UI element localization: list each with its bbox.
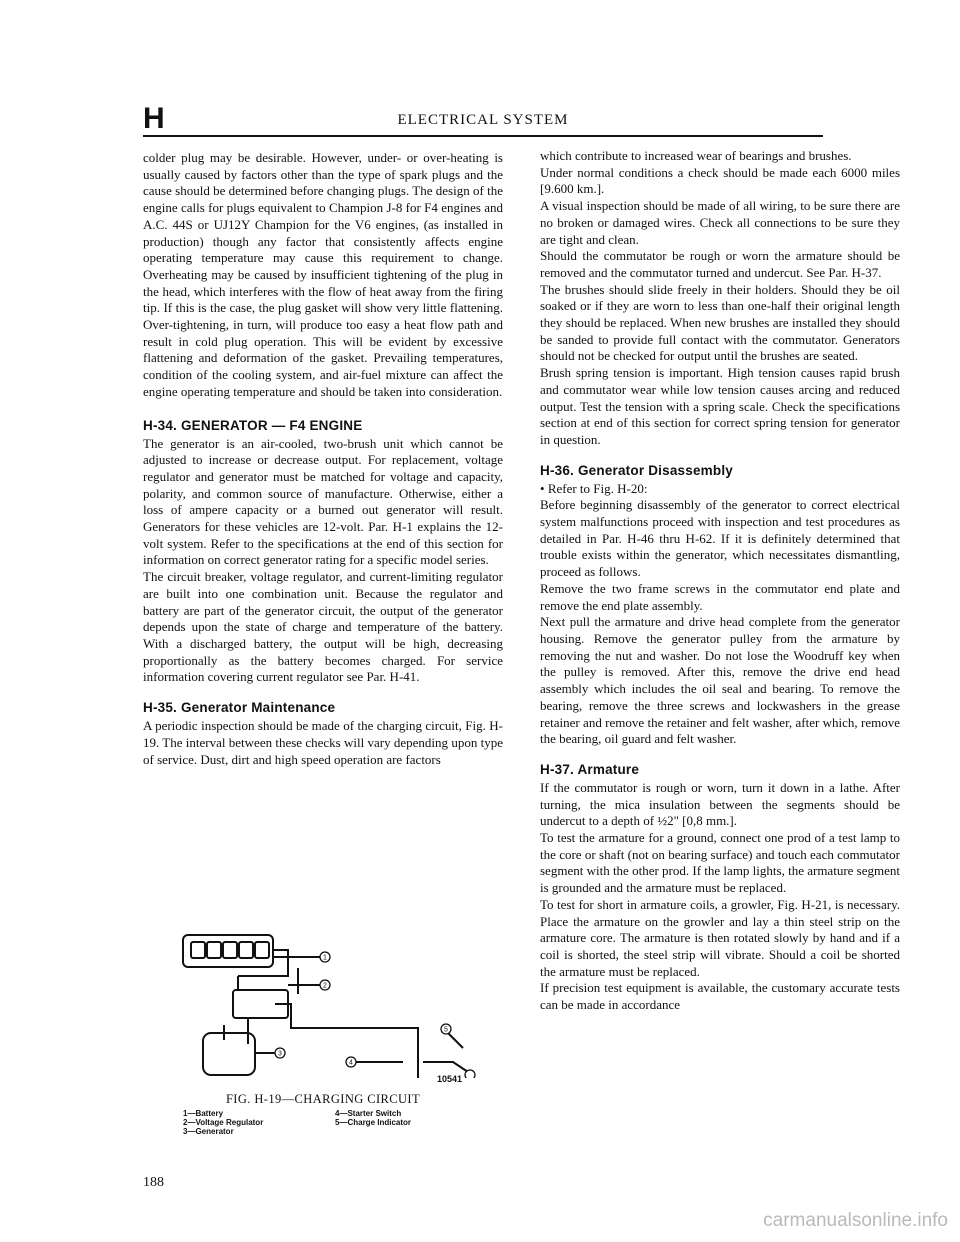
page-title: ELECTRICAL SYSTEM <box>397 112 569 128</box>
paragraph: To test for short in armature coils, a growler, Fig. H-21, is necessary. Place the armature on the growler and lay a thin steel strip on the armature core. The armature is then rotated slowly by hand and if a coil is shorted, the steel strip will vibrate. Should a coil be shorted the armature must be replaced. <box>540 896 900 979</box>
legend-item: 1—Battery <box>183 1109 224 1118</box>
paragraph: Before beginning disassembly of the generator to correct electrical system malfunctions proceed with inspection and test procedures as detailed in Par. H-46 thru H-62. If it is definitely determined that trouble exists within the generator, which necessitates dismantling, proceed as follows. <box>540 497 900 580</box>
legend-item: 2—Voltage Regulator <box>183 1118 264 1127</box>
wiring-diagram <box>163 928 493 1078</box>
intro-paragraph: colder plug may be desirable. However, under- or over-heating is usually caused by factors other than the type of spark plugs and the cause should be determined before changing plugs. The design of the engine calls for plugs equivalent to Champion J-8 for F4 engines and A.C. 44S or UJ12Y Champion for the V6 engines, (as installed in production) though any factor that consistently affects engine operating temperature may cause this requirement to change. Overheating may be caused by insufficient tightening of the plug in the head, which interferes with the flow of heat away from the firing tip. If this is the case, the plug gasket will show very little flattening. Over-tightening, in turn, will produce too easy a heat flow path and result in cold plug operation. This will be evident by excessive flattening and deformation of the gasket. Prevailing temperatures, condition of the cooling system, and air-fuel mixture can affect the engine operating temperature and should be taken into consideration. <box>143 150 503 399</box>
callout-label: 4 <box>349 1059 353 1067</box>
figure-legend-right <box>335 1109 411 1127</box>
left-column <box>143 150 503 768</box>
page-number: 188 <box>143 1175 164 1190</box>
header-rule <box>143 135 823 137</box>
paragraph: The brushes should slide freely in their holders. Should they be oil soaked or if they are worn to less than one-half their original length they should be replaced. When new brushes are installed they should be sanded to provide full contact with the commutator. Generators should not be checked for output until the brushes are seated. <box>540 281 900 364</box>
bullet-reference: • Refer to Fig. H-20: <box>540 481 900 498</box>
section-heading-h34: H-34. GENERATOR — F4 ENGINE <box>143 417 363 433</box>
page-header <box>143 98 823 138</box>
section-heading-h35: H-35. Generator Maintenance <box>143 700 336 716</box>
figure-number: 10541 <box>437 1074 463 1084</box>
legend-item: 5—Charge Indicator <box>335 1118 412 1127</box>
charging-circuit-diagram <box>163 928 493 1078</box>
paragraph: A periodic inspection should be made of the charging circuit, Fig. H-19. The interval between these checks will vary depending upon type of service. Dust, dirt and high speed operation are factors <box>143 718 503 767</box>
paragraph: which contribute to increased wear of bearings and brushes. <box>540 148 852 163</box>
paragraph: If precision test equipment is available, the customary accurate tests can be made in accordance <box>540 980 900 1013</box>
callout-label: 5 <box>444 1026 448 1034</box>
figure-legend-left <box>183 1109 263 1136</box>
section-heading-h36: H-36. Generator Disassembly <box>540 462 733 478</box>
legend-item: 3—Generator <box>183 1127 234 1136</box>
paragraph: The circuit breaker, voltage regulator, and current-limiting regulator are built into one combination unit. Because the regulator and battery are part of the generator circuit, the output of the generator depends upon the state of charge and temperature of the battery. With a discharged battery, the output will be high, decreasing proportionally as the battery becomes charged. For service information covering current regulator see Par. H-41. <box>143 569 503 685</box>
paragraph: A visual inspection should be made of all wiring, to be sure there are no broken or damaged wires. Check all connections to be sure they are tight and clean. <box>540 198 900 247</box>
watermark-link[interactable]: carmanualsonline.info <box>763 1210 948 1231</box>
legend-item: 4—Starter Switch <box>335 1109 402 1118</box>
paragraph: If the commutator is rough or worn, turn it down in a lathe. After turning, the mica insulation between the segments should be undercut to a depth of ½2" [0,8 mm.]. <box>540 779 900 829</box>
section-letter: H <box>143 102 165 135</box>
figure-caption: FIG. H-19—CHARGING CIRCUIT <box>225 1092 421 1106</box>
callout-label: 1 <box>323 954 327 962</box>
battery <box>183 935 273 967</box>
paragraph: The generator is an air-cooled, two-brush unit which cannot be adjusted to increase or decrease output. For replacement, voltage regulator and generator must be matched for voltage and capacity, polarity, and common source of manufacture. Otherwise, either a loss of ampere capacity or a burned out generator will result. Generators for these vehicles are 12-volt. Par. H-1 explains the 12-volt system. Refer to the specifications at the end of this section for information on correct generator rating for a specific model series. <box>143 435 503 568</box>
callout-label: 3 <box>278 1050 282 1058</box>
right-column <box>540 148 900 1014</box>
paragraph: Next pull the armature and drive head complete from the generator housing. Remove the generator pulley from the armature by removing the nut and washer. Do not lose the Woodruff key when the pulley is removed. After this, remove the drive end head assembly which includes the oil seal and bearing. To remove the bearing, remove the three screws and lockwashers in the grease retainer and remove the retainer and felt washer, after which, remove the bearing, oil guard and felt washer. <box>540 614 900 747</box>
paragraph: To test the armature for a ground, connect one prod of a test lamp to the core or shaft (not on bearing surface) and touch each commutator segment with the other prod. If the lamp lights, the armature segment is grounded and the armature must be replaced. <box>540 830 900 896</box>
callout-label: 2 <box>323 982 327 990</box>
paragraph: Brush spring tension is important. High tension causes rapid brush and commutator wear while low tension causes arcing and reduced output. Test the tension with a spring scale. Check the specifications section at end of this section for correct spring tension for generator in question. <box>540 365 900 447</box>
paragraph: Should the commutator be rough or worn the armature should be removed and the commutator turned and undercut. See Par. H-37. <box>540 248 900 280</box>
section-heading-h37: H-37. Armature <box>540 761 640 777</box>
paragraph: Remove the two frame screws in the commutator end plate and remove the end plate assembly. <box>540 580 900 613</box>
paragraph: Under normal conditions a check should be made each 6000 miles [9.600 km.]. <box>540 164 900 197</box>
